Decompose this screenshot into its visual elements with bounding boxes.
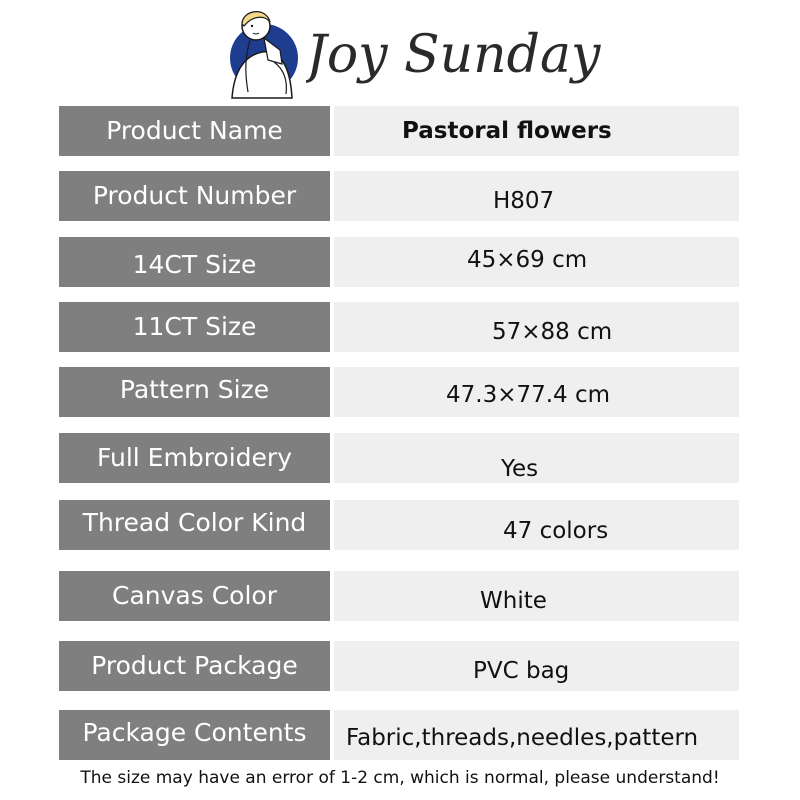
spec-label: Canvas Color: [59, 571, 330, 621]
spec-label: Pattern Size: [59, 367, 330, 417]
svg-text:Joy Sunday: Joy Sunday: [306, 25, 601, 85]
spec-value: Fabric,threads,needles,pattern: [334, 710, 739, 760]
spec-row-thread-color-kind: [59, 500, 739, 550]
spec-label: Thread Color Kind: [59, 500, 330, 550]
spec-value: 47 colors: [334, 500, 739, 550]
spec-label: Full Embroidery: [59, 433, 330, 483]
spec-row-product-name: [59, 106, 739, 156]
brand-wordmark: [306, 14, 606, 94]
spec-row-product-package: [59, 641, 739, 691]
spec-row-package-contents: [59, 710, 739, 760]
spec-value: Yes: [334, 433, 739, 483]
spec-label: Product Name: [59, 106, 330, 156]
spec-value: Pastoral flowers: [334, 106, 739, 156]
spec-value: 45×69 cm: [334, 237, 739, 287]
spec-value: PVC bag: [334, 641, 739, 691]
size-disclaimer-note: The size may have an error of 1-2 cm, which is normal, please understand!: [80, 768, 720, 788]
spec-row-product-number: [59, 171, 739, 221]
spec-value: 57×88 cm: [334, 302, 739, 352]
spec-value: White: [334, 571, 739, 621]
embroidery-woman-logo-icon: [222, 2, 300, 100]
spec-label: 14CT Size: [59, 237, 330, 287]
spec-label: 11CT Size: [59, 302, 330, 352]
spec-row-full-embroidery: [59, 433, 739, 483]
spec-label: Product Number: [59, 171, 330, 221]
spec-label: Product Package: [59, 641, 330, 691]
brand-header: [0, 0, 800, 100]
spec-value: H807: [334, 171, 739, 221]
spec-value: 47.3×77.4 cm: [334, 367, 739, 417]
spec-row-11ct-size: [59, 302, 739, 352]
spec-row-14ct-size: [59, 237, 739, 287]
spec-label: Package Contents: [59, 710, 330, 760]
spec-row-canvas-color: [59, 571, 739, 621]
spec-row-pattern-size: [59, 367, 739, 417]
